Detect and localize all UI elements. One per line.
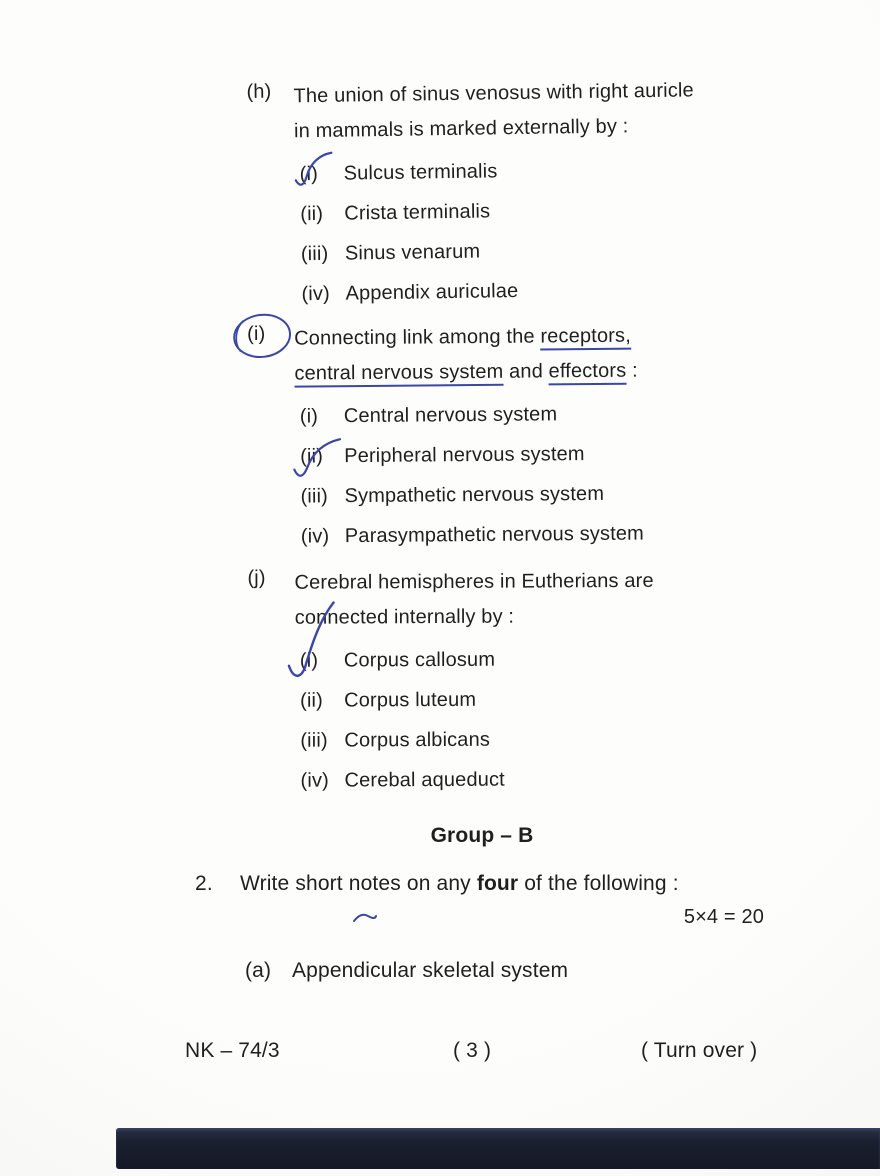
question-line: connected internally by : — [294, 605, 515, 629]
option-label: (iv) — [300, 525, 330, 548]
question-text — [293, 73, 694, 149]
option-row — [300, 645, 880, 674]
options-h — [299, 149, 880, 308]
option-row — [301, 273, 880, 308]
option-label — [300, 443, 344, 469]
question-h — [246, 71, 880, 308]
option-label-text: (ii) — [300, 445, 324, 468]
question-h-stem — [246, 71, 879, 150]
option-label: (iii) — [300, 729, 328, 752]
option-text: Sulcus terminalis — [343, 160, 498, 185]
option-text: Cerebal aqueduct — [344, 768, 505, 792]
question-label-text: (i) — [247, 322, 266, 346]
page-footer — [185, 1039, 880, 1063]
option-label: (ii) — [300, 202, 324, 226]
turn-over-note: ( Turn over ) — [641, 1039, 758, 1062]
option-label: (iii) — [300, 485, 329, 508]
pen-mark-annotation — [352, 910, 378, 926]
pen-underlined-text: effectors — [549, 360, 627, 386]
question-j-stem — [247, 563, 879, 636]
subquestion-a-text: Appendicular skeletal system — [292, 959, 569, 982]
question-i — [247, 316, 880, 550]
question-line: Cerebral hemispheres in Eutherians are — [294, 569, 654, 594]
marks-row — [0, 906, 880, 929]
options-i — [300, 394, 880, 549]
option-text: Corpus callosum — [343, 648, 496, 672]
option-label: (iv) — [300, 769, 329, 792]
question-label: (h) — [246, 80, 272, 104]
paper-code: NK – 74/3 — [185, 1039, 280, 1062]
text-segment: : — [626, 359, 638, 382]
option-row — [301, 518, 880, 549]
question-line — [294, 354, 638, 392]
page-number: ( 3 ) — [453, 1039, 492, 1062]
bold-word: four — [476, 872, 519, 895]
option-row — [300, 725, 880, 754]
subquestion-a — [245, 959, 880, 983]
option-label — [300, 161, 344, 188]
question-2-number: 2. — [195, 872, 213, 895]
text-segment: Connecting link among the — [294, 325, 541, 350]
option-text: Appendix auriculae — [345, 280, 519, 305]
text-segment: Write short notes on any — [240, 872, 477, 895]
option-row — [300, 398, 880, 429]
subquestion-a-label: (a) — [245, 959, 272, 982]
option-label-text: (i) — [299, 162, 319, 186]
option-text: Central nervous system — [343, 403, 558, 428]
text-segment: of the following : — [518, 872, 679, 895]
option-label-text: (i) — [299, 649, 319, 672]
option-row — [300, 153, 880, 188]
option-text: Sinus venarum — [344, 240, 481, 265]
pen-underlined-text: central nervous system — [294, 361, 503, 388]
question-i-stem — [247, 316, 880, 392]
option-row — [300, 438, 880, 469]
marks-text: 5×4 = 20 — [683, 906, 764, 928]
option-text: Peripheral nervous system — [344, 443, 585, 468]
text-segment: and — [503, 360, 549, 383]
pen-underlined-text: receptors, — [540, 325, 631, 351]
question-line: The union of sinus venosus with right auricle — [293, 79, 694, 108]
question-text — [294, 319, 638, 392]
option-row — [301, 233, 880, 268]
option-text: Parasympathetic nervous system — [344, 522, 645, 548]
option-label — [300, 647, 344, 673]
question-2-text — [240, 872, 679, 896]
group-heading: Group – B — [430, 824, 534, 847]
question-line — [294, 319, 638, 357]
question-label — [247, 322, 295, 392]
option-label: (i) — [299, 405, 319, 428]
option-text: Corpus luteum — [344, 688, 477, 712]
option-text: Corpus albicans — [344, 728, 491, 752]
options-j — [300, 641, 880, 794]
option-label: (iv) — [301, 282, 331, 306]
question-j — [247, 563, 880, 794]
option-row — [300, 765, 880, 794]
scan-bottom-bar — [116, 1128, 880, 1169]
option-label: (ii) — [300, 689, 323, 712]
option-label: (iii) — [300, 242, 329, 266]
option-row — [300, 193, 880, 228]
question-2 — [195, 872, 880, 896]
question-text — [294, 564, 654, 636]
option-text: Sympathetic nervous system — [344, 482, 605, 508]
question-line: in mammals is marked externally by : — [293, 115, 629, 143]
option-text: Crista terminalis — [344, 200, 491, 225]
option-row — [300, 685, 880, 714]
question-label: (j) — [247, 566, 266, 590]
option-row — [300, 478, 880, 509]
